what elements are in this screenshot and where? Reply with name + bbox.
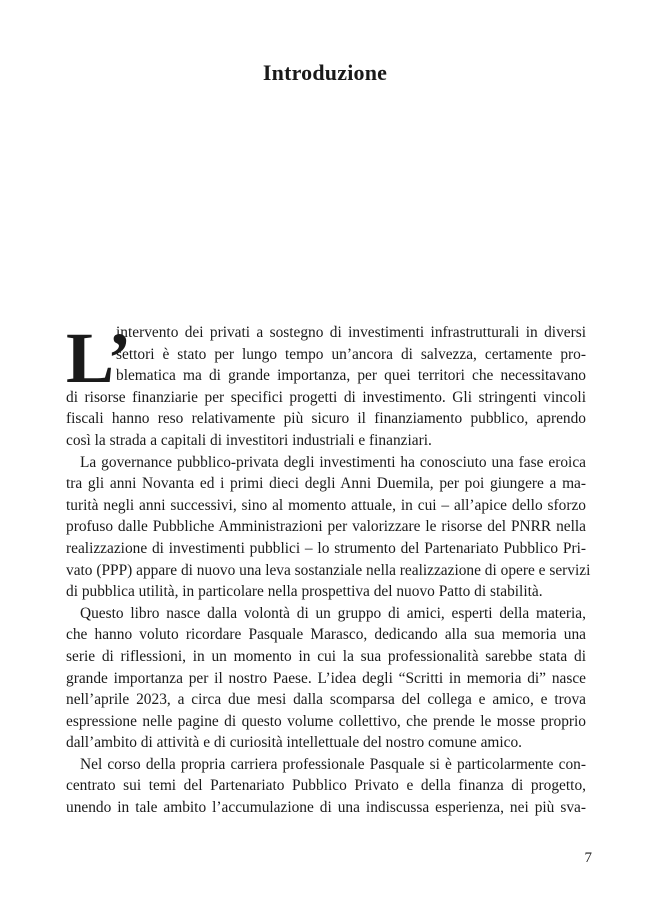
text-line: dall’ambito di attività e di curiosità intellettuale del nostro comune amico. [66,734,523,752]
text-line: fiscali hanno reso relativamente più sicuro il finanziamento pubblico, aprendo [66,410,586,428]
text-line: di risorse finanziarie per specifici progetti di investimento. Gli stringenti vincoli [66,388,586,406]
text-line: vato (PPP) appare di nuovo una leva sostanziale nella realizzazione di opere e servizi [66,561,591,579]
text-line: nell’aprile 2023, a circa due mesi dalla scomparsa del collega e amico, e trova [66,691,586,709]
text-line: centrato sui temi del Partenariato Pubblico Privato e della finanza di progetto, [66,777,586,795]
text-line: unendo in tale ambito l’accumulazione di una indiscussa esperienza, nei più sva- [66,799,586,817]
page-number: 7 [584,850,592,866]
text-line: intervento dei privati a sostegno di investimenti infrastrutturali in diversi [116,324,586,341]
text-line: settori è stato per lungo tempo un’ancora di salvezza, certamente pro- [116,345,586,363]
text-line: così la strada a capitali di investitori industriali e finanziari. [66,431,432,449]
text-line: che hanno voluto ricordare Pasquale Marasco, dedicando alla sua memoria una [66,626,586,644]
text-line: di pubblica utilità, in particolare nella prospettiva del nuovo Patto di stabilità. [66,583,543,601]
body-text [66,318,591,819]
text-line: profuso dalle Pubbliche Amministrazioni per valorizzare le risorse del PNRR nella [66,518,586,536]
text-line: realizzazione di investimenti pubblici – lo strumento del Partenariato Pubblico Pri- [66,539,586,557]
text-line: Nel corso della propria carriera professionale Pasquale si è particolarmente con- [80,755,586,773]
text-line: La governance pubblico-privata degli investimenti ha conosciuto una fase eroica [80,453,586,471]
text-line: tra gli anni Novanta ed i primi dieci degli Anni Duemila, per poi giungere a ma- [66,475,586,493]
chapter-title: Introduzione [262,60,388,85]
text-line: grande importanza per il nostro Paese. L’idea degli “Scritti in memoria di” nasce [66,669,586,687]
text-line: Questo libro nasce dalla volontà di un gruppo di amici, esperti della materia, [80,604,586,622]
drop-cap: L’ [66,318,132,398]
text-line: blematica ma di grande importanza, per quei territori che necessitavano [116,367,586,385]
text-line: serie di riflessioni, in un momento in cui la sua professionalità sarebbe stata di [66,647,586,665]
text-line: espressione nelle pagine di questo volume collettivo, che prende le mosse proprio [66,712,586,730]
text-line: turità negli anni successivi, sino al momento attuale, in cui – all’apice dello sforzo [66,496,586,514]
